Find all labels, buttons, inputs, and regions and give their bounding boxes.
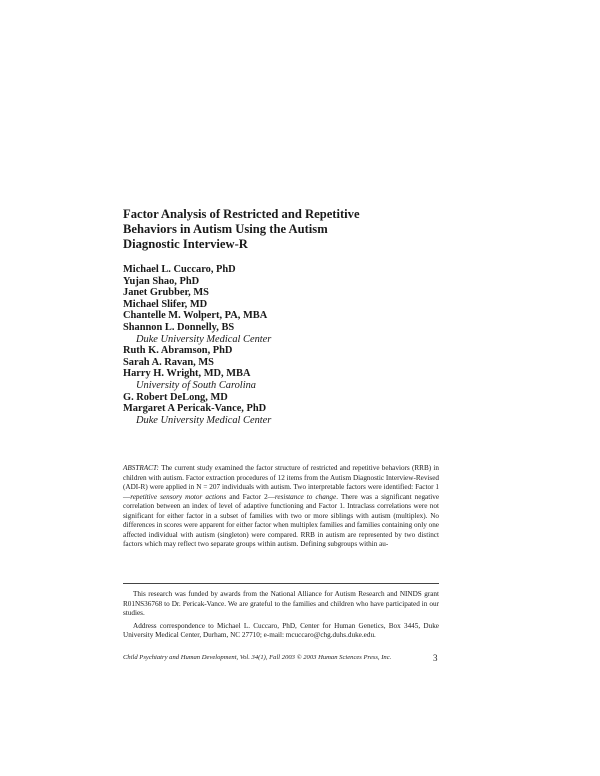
author-name: G. Robert DeLong, MD	[123, 391, 228, 403]
author-name: Chantelle M. Wolpert, PA, MBA	[123, 310, 268, 322]
author-affiliation: Duke University Medical Center	[136, 333, 272, 345]
author-name: Margaret A Pericak-Vance, PhD	[123, 403, 267, 415]
factor1-term: repetitive sensory motor actions	[130, 492, 227, 501]
author-list	[123, 264, 483, 426]
article-title	[123, 207, 443, 252]
funding-footnote: This research was funded by awards from the National Alliance for Autism Research and NINDS grant R01NS36768 to Dr. Pericak-Vance. We are grateful to the families and children who have participated in our studies.	[123, 590, 439, 618]
author-name: Sarah A. Ravan, MS	[123, 356, 214, 368]
abstract-text: and Factor 2—	[226, 492, 275, 501]
author-name: Yujan Shao, PhD	[123, 275, 200, 287]
title-line: Diagnostic Interview-R	[123, 237, 248, 251]
title-line: Behaviors in Autism Using the Autism	[123, 222, 328, 236]
author-affiliation: Duke University Medical Center	[136, 414, 272, 426]
author-affiliation: University of South Carolina	[136, 379, 256, 391]
journal-citation: Child Psychiatry and Human Development, Vol. 34(1), Fall 2003 © 2003 Human Sciences Press, Inc.	[123, 654, 392, 661]
title-line: Factor Analysis of Restricted and Repetitive	[123, 207, 360, 221]
author-name: Ruth K. Abramson, PhD	[123, 345, 233, 357]
author-name: Michael Slifer, MD	[123, 298, 208, 310]
factor2-term: resistance to change	[274, 492, 337, 501]
author-name: Michael L. Cuccaro, PhD	[123, 264, 236, 275]
author-name: Harry H. Wright, MD, MBA	[123, 368, 251, 380]
footnote-divider	[123, 583, 439, 584]
abstract-label: ABSTRACT:	[123, 464, 159, 472]
author-name: Shannon L. Donnelly, BS	[123, 321, 235, 333]
footnotes	[123, 590, 439, 644]
abstract-text: The current study examined the factor structure of restricted and repetitive behaviors (RRB) in children with autism. Factor extraction procedures of 12 items from the Autism Diagnostic Interview-Revised (ADI-R) were applied in N = 207 individuals with autism. Two interpretable factors were identified: Factor 1—	[123, 464, 439, 501]
page-number: 3	[433, 653, 438, 663]
author-name: Janet Grubber, MS	[123, 287, 209, 299]
correspondence-footnote: Address correspondence to Michael L. Cuccaro, PhD, Center for Human Genetics, Box 3445, Duke University Medical Center, Durham, NC 27710; e-mail: mcuccaro@chg.duhs.duke.edu.	[123, 621, 439, 640]
abstract-text: . There was a significant negative correlation between an index of level of adaptive functioning and Factor 1. Intraclass correlations were not significant for either factor in a subset of families with two or more siblings with autism (multiplex). No differences in scores were apparent for either factor when multiplex families and families containing only one affected individual with autism (singleton) were compared. RRB in autism are represented by two distinct factors which may reflect two separate groups within autism. Defining subgroups within au-	[123, 492, 440, 549]
abstract	[123, 464, 439, 550]
